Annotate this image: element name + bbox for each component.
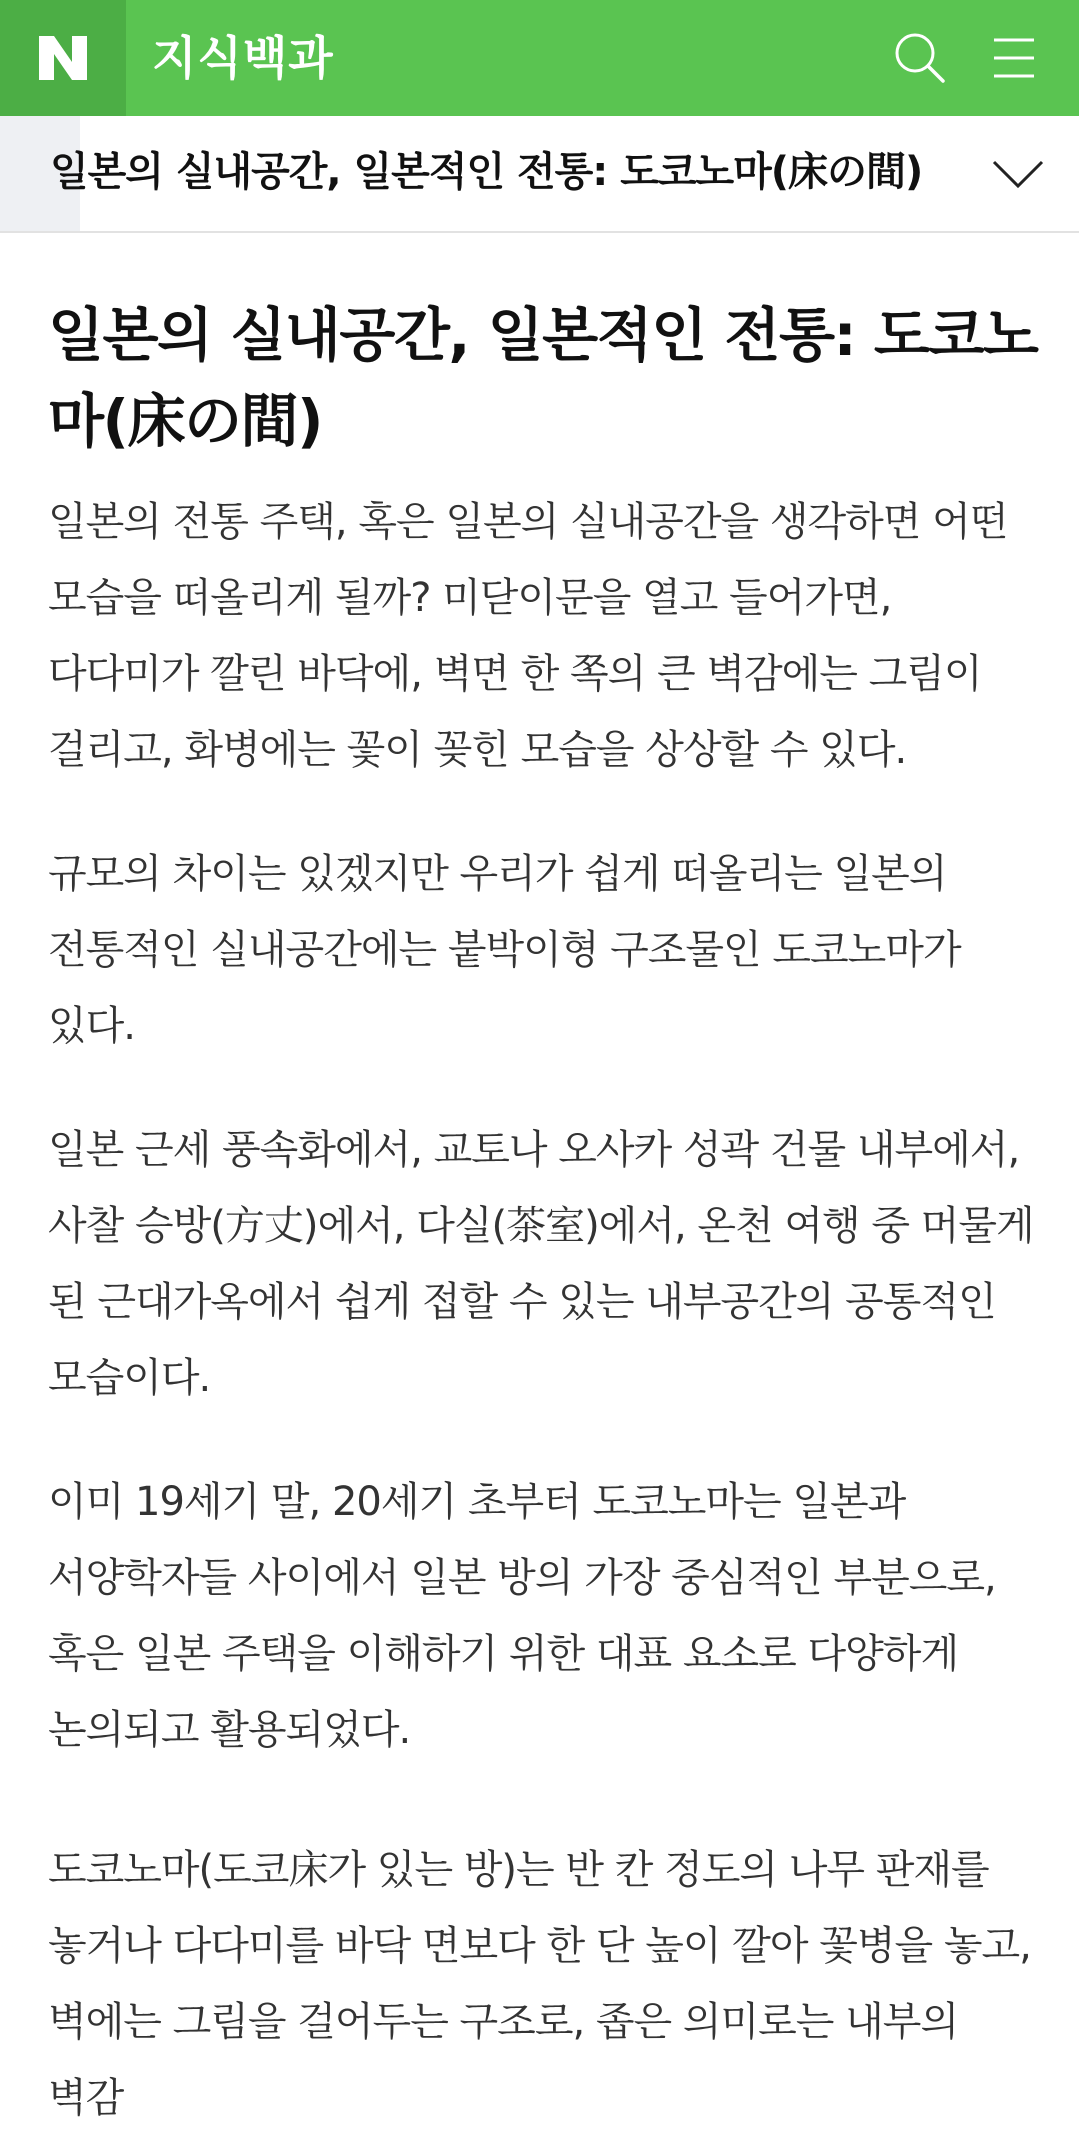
search-icon [894,32,946,84]
menu-button[interactable] [978,22,1050,94]
naver-n-logo-icon [37,34,89,82]
article-paragraph: 도코노마(도코床가 있는 방)는 반 칸 정도의 나무 판재를 놓거나 다다미를 바닥 면보다 한 단 높이 깔아 꽃병을 놓고, 벽에는 그림을 걸어두는 구조로, 좁은 의미로는 내부의 벽감 [48,1847,1031,2121]
title-toggle-button[interactable] [982,138,1054,210]
document-title-label[interactable]: 일본의 실내공간, 일본적인 전통: 도코노마(床の間) [50,149,923,195]
document-title-bar[interactable] [0,116,1079,233]
service-title[interactable]: 지식백과 [152,31,334,85]
article-title: 일본의 실내공간, 일본적인 전통: 도코노마(床の間) [48,301,1038,455]
article-paragraph: 규모의 차이는 있겠지만 우리가 쉽게 떠올리는 일본의 전통적인 실내공간에는 붙박이형 구조물인 도코노마가 있다. [48,851,961,1049]
article-content [48,292,1038,2136]
hamburger-menu-icon [992,36,1036,80]
article-paragraph: 이미 19세기 말, 20세기 초부터 도코노마는 일본과 서양학자들 사이에서 일본 방의 가장 중심적인 부분으로, 혹은 일본 주택을 이해하기 위한 대표 요소로 다양하게 논의되고 활용되었다. [48,1479,996,1753]
naver-logo[interactable] [0,0,126,116]
app-header [0,0,1079,116]
article-paragraph: 일본의 전통 주택, 혹은 일본의 실내공간을 생각하면 어떤 모습을 떠올리게 될까? 미닫이문을 열고 들어가면, 다다미가 깔린 바닥에, 벽면 한 쪽의 큰 벽감에는 그림이 걸리고, 화병에는 꽃이 꽂힌 모습을 상상할 수 있다. [48,499,1008,773]
chevron-down-icon [991,159,1045,189]
article-paragraph: 일본 근세 풍속화에서, 교토나 오사카 성곽 건물 내부에서, 사찰 승방(方丈)에서, 다실(茶室)에서, 온천 여행 중 머물게 된 근대가옥에서 쉽게 접할 수 있는 내부공간의 공통적인 모습이다. [48,1127,1034,1401]
search-button[interactable] [884,22,956,94]
